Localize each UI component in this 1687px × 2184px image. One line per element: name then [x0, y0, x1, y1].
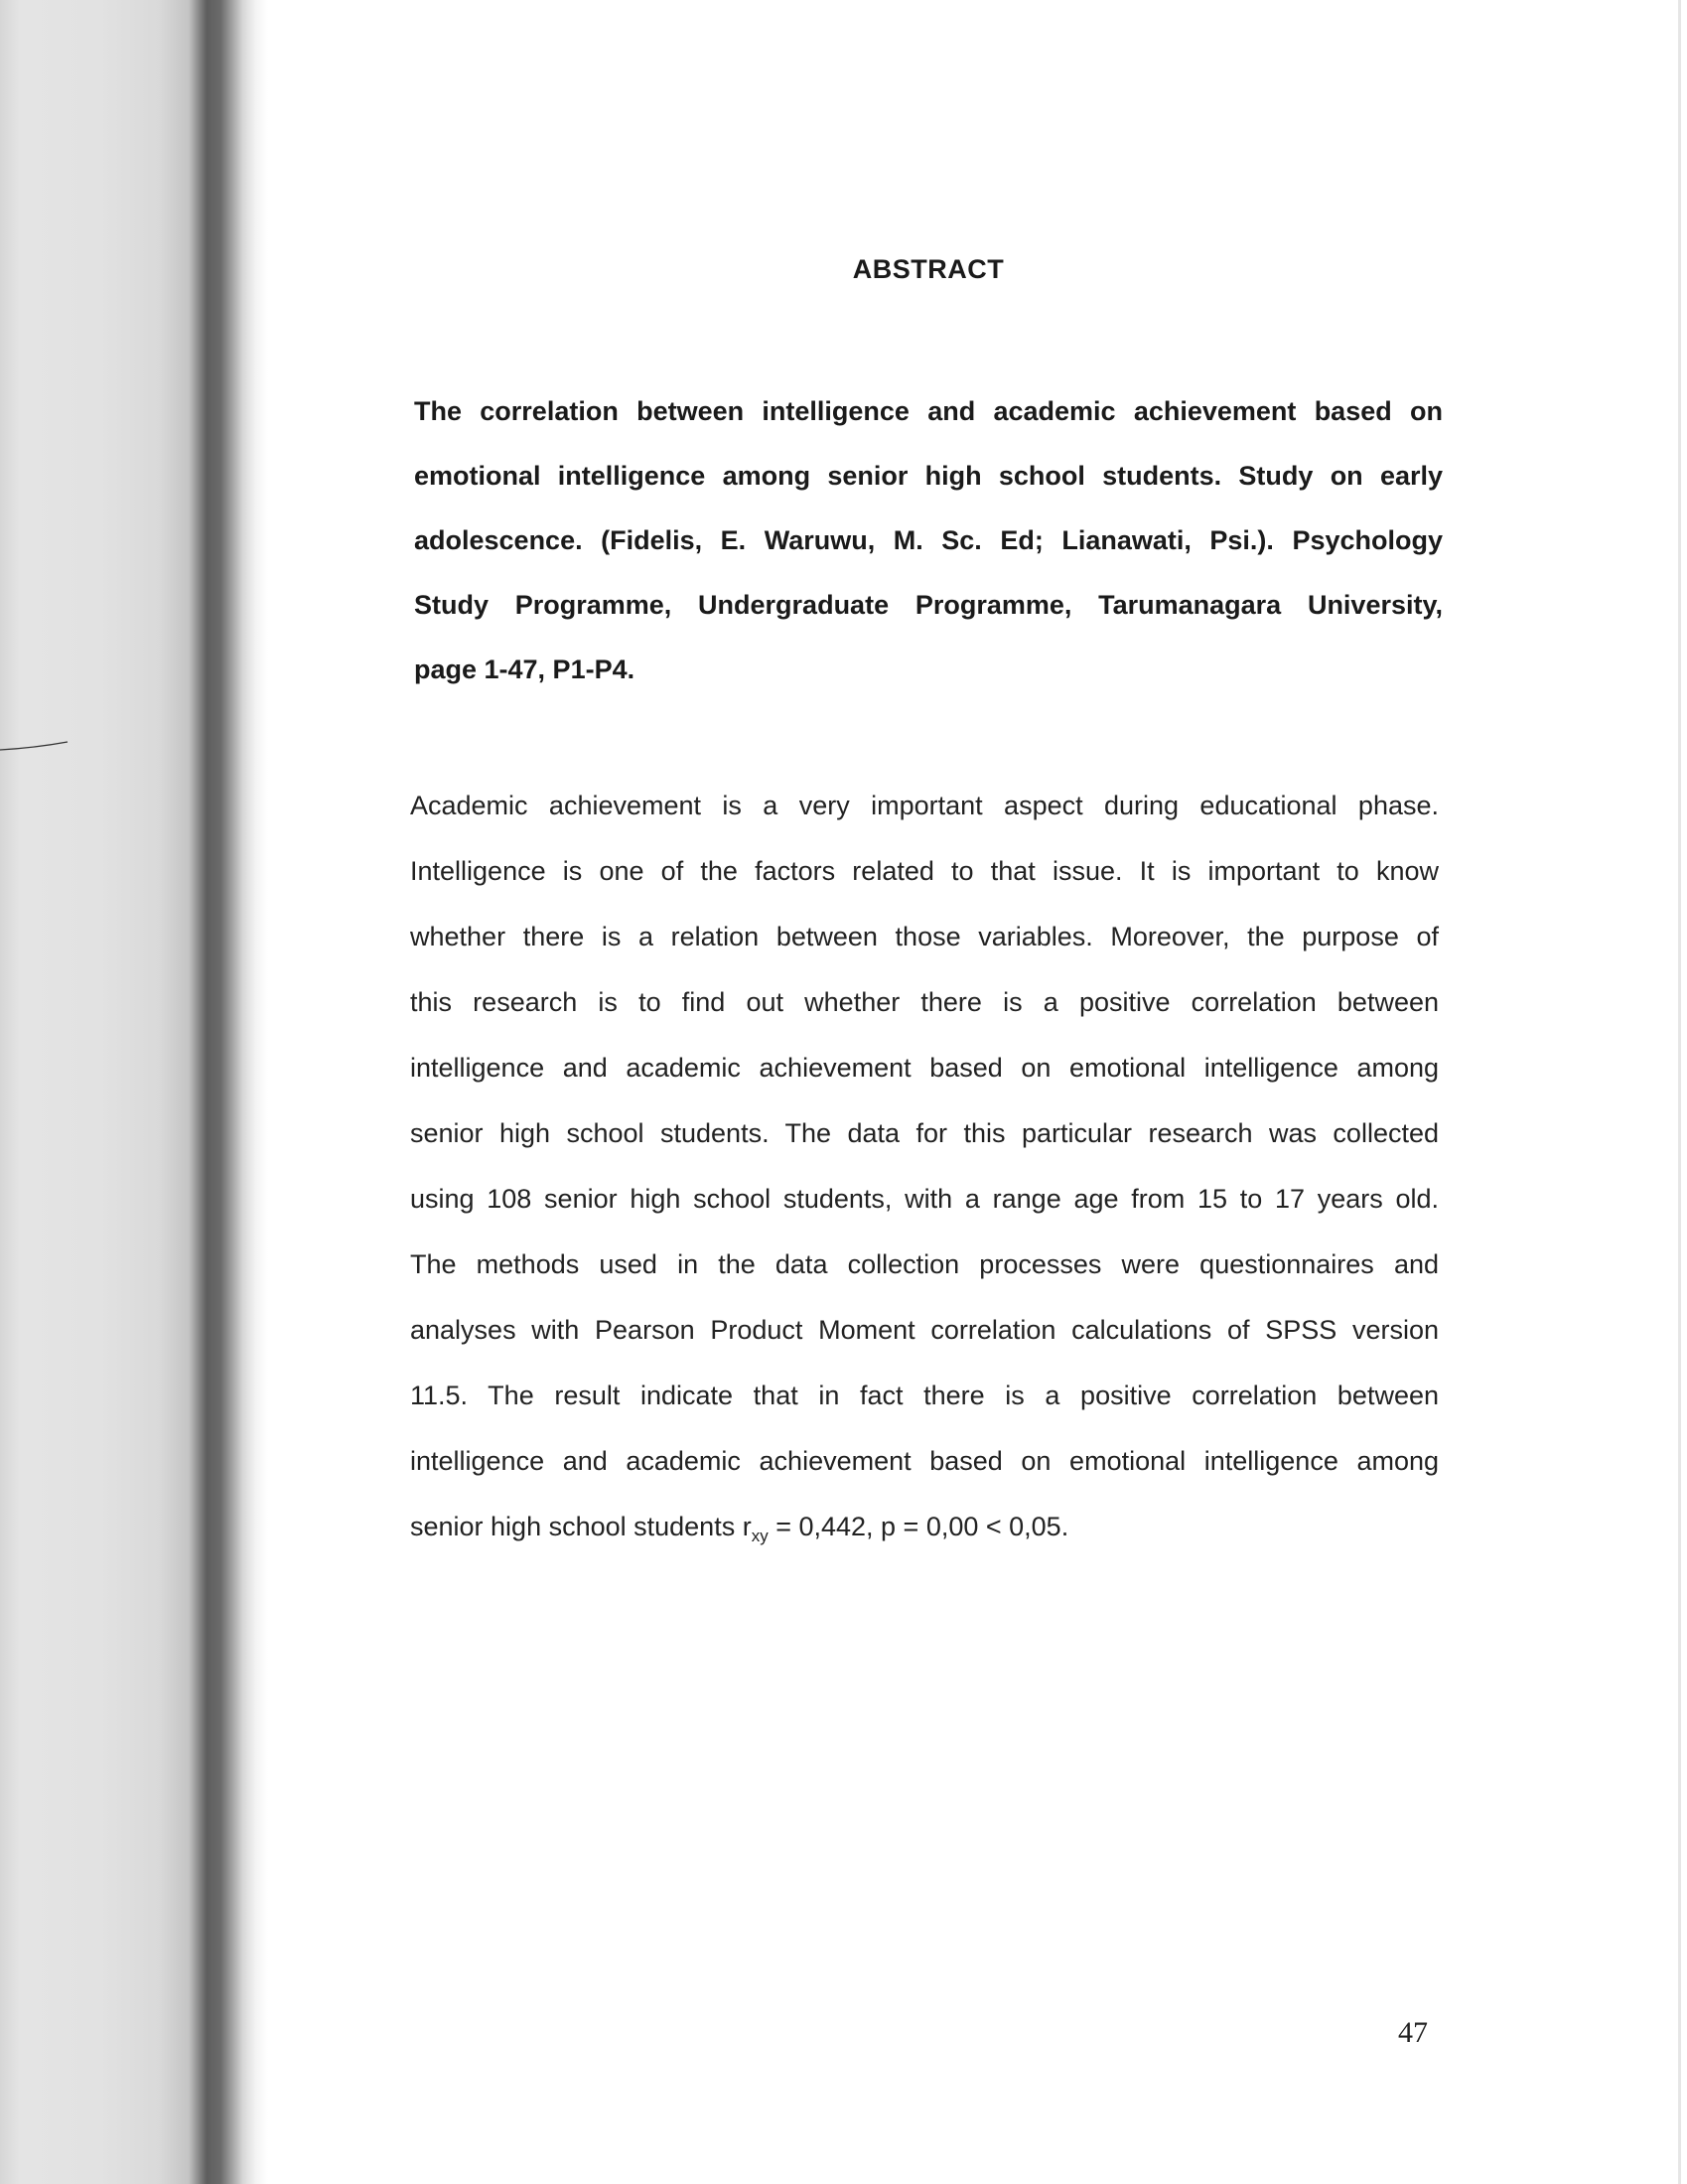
body-line: senior high school students. The data for this particular research was collected [410, 1118, 1439, 1148]
citation-line: The correlation between intelligence and academic achievement based on [414, 396, 1443, 426]
citation-line: emotional intelligence among senior high school students. Study on early [414, 461, 1443, 491]
body-line: whether there is a relation between those variables. Moreover, the purpose of [410, 922, 1439, 951]
citation-line: Study Programme, Undergraduate Programme, Tarumanagara University, [414, 590, 1443, 620]
body-line: 11.5. The result indicate that in fact there is a positive correlation between [410, 1381, 1439, 1410]
body-line: Intelligence is one of the factors related to that issue. It is important to know [410, 856, 1439, 886]
book-spine-shadow [0, 0, 268, 2184]
body-line: The methods used in the data collection processes were questionnaires and [410, 1249, 1439, 1279]
citation-line: page 1-47, P1-P4. [414, 655, 635, 684]
body-line: intelligence and academic achievement based on emotional intelligence among [410, 1053, 1439, 1083]
page-number: 47 [1398, 2016, 1428, 2049]
result-line: senior high school students $r_{xy} = 0,442$, p = 0,00 < 0,05. [410, 1512, 1069, 1545]
body-line: analyses with Pearson Product Moment correlation calculations of SPSS version [410, 1315, 1439, 1345]
scan-scratch-mark [0, 740, 70, 754]
rxy-subscript: xy [751, 1527, 769, 1545]
abstract-body [410, 773, 1439, 1569]
citation-block [414, 379, 1443, 702]
body-line: this research is to find out whether there is a positive correlation between [410, 987, 1439, 1017]
page-edge [1678, 0, 1681, 2184]
body-line: intelligence and academic achievement based on emotional intelligence among [410, 1446, 1439, 1476]
body-line: using 108 senior high school students, with a range age from 15 to 17 years old. [410, 1184, 1439, 1214]
body-line: Academic achievement is a very important aspect during educational phase. [410, 791, 1439, 820]
citation-line: adolescence. (Fidelis, E. Waruwu, M. Sc. Ed; Lianawati, Psi.). Psychology [414, 525, 1443, 555]
page-title: ABSTRACT [852, 254, 1005, 284]
